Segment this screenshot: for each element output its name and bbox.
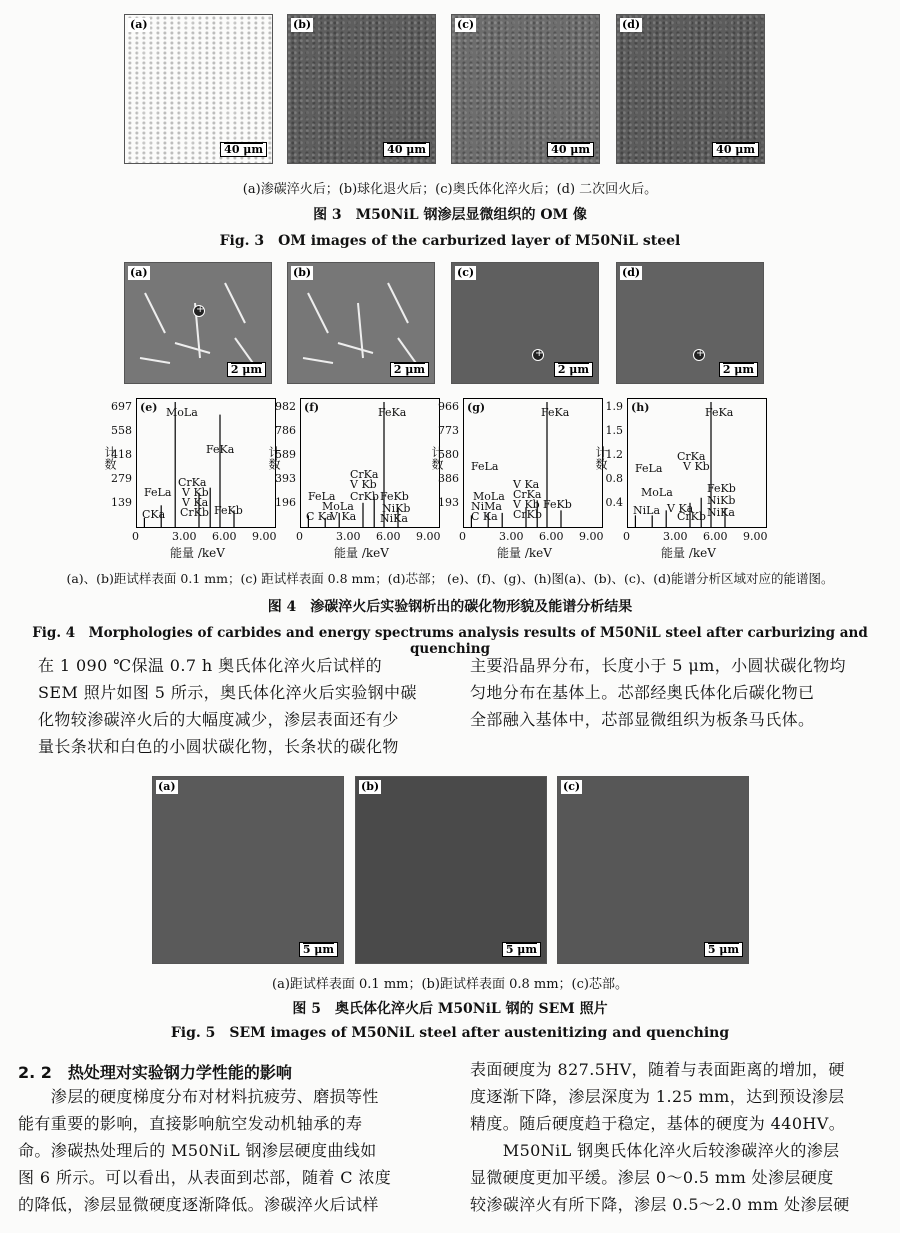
y-tick-label: 193 — [438, 496, 459, 509]
fig5-title-en: Fig. 5 SEM images of M50NiL steel after austenitizing and quenching — [170, 1025, 730, 1041]
x-tick-label: 9.00 — [743, 530, 768, 543]
y-tick-label: 139 — [111, 496, 132, 509]
y-tick-label: 196 — [275, 496, 296, 509]
fig3-panel-a — [124, 14, 273, 164]
peak-label: CrKa — [677, 450, 706, 463]
section-left-column — [18, 1083, 448, 1218]
panel-tag: (a) — [158, 780, 176, 793]
y-tick-label: 773 — [438, 424, 459, 437]
fig3-title-cn: 图 3 M50NiL 钢渗层显微组织的 OM 像 — [313, 207, 587, 223]
spectrum-plot — [300, 398, 440, 528]
peak-label: MoLa — [641, 486, 673, 499]
fig5-panel-b — [355, 776, 547, 964]
peak-label: NiLa — [633, 504, 661, 517]
spectrum-tag: (h) — [631, 401, 650, 414]
scale-bar: 40 μm — [712, 142, 759, 157]
y-tick-label: 386 — [438, 472, 459, 485]
spectrum-g — [430, 398, 604, 560]
text-line: 化物较渗碳淬火后的大幅度减少，渗层表面还有少 — [38, 710, 399, 729]
x-axis-label: 能量 /keV — [497, 546, 552, 560]
peak-label: CrKa — [350, 468, 379, 481]
scale-bar: 2 μm — [554, 362, 593, 377]
text-line: 较渗碳淬火有所下降，渗层 0.5～2.0 mm 处渗层硬 — [470, 1195, 850, 1214]
text-line: 主要沿晶界分布，长度小于 5 μm，小圆状碳化物均 — [470, 656, 846, 675]
y-tick-label: 1.9 — [605, 400, 623, 413]
scale-bar: 40 μm — [383, 142, 430, 157]
x-tick-label: 3.00 — [336, 530, 361, 543]
peak-label: FeKa — [378, 406, 407, 419]
peak-label: CrKb — [350, 490, 379, 503]
peak-label: FeLa — [471, 460, 499, 473]
panel-tag: (b) — [293, 266, 312, 279]
peak-label: V Kb — [683, 460, 710, 473]
x-tick-label: 9.00 — [416, 530, 441, 543]
peak-label: FeKb — [380, 490, 409, 503]
peak-label: NiKb — [707, 494, 736, 507]
x-axis-label: 能量 /keV — [661, 546, 716, 560]
peak-label: MoLa — [322, 500, 354, 513]
peak-label: CrKa — [178, 476, 207, 489]
peak-label: CrKb — [513, 508, 542, 521]
peak-label: FeKb — [707, 482, 736, 495]
x-tick-label: 6.00 — [376, 530, 401, 543]
y-tick-label: 697 — [111, 400, 132, 413]
peak-label: V Kb — [182, 486, 209, 499]
y-tick-label: 558 — [111, 424, 132, 437]
x-tick-label: 3.00 — [172, 530, 197, 543]
y-tick-label: 0.4 — [605, 496, 623, 509]
peak-label: V Kb — [513, 498, 540, 511]
panel-tag: (d) — [622, 266, 641, 279]
peak-label: V Ka — [182, 496, 209, 509]
fig4-title-cn: 图 4 渗碳淬火后实验钢析出的碳化物形貌及能谱分析结果 — [267, 599, 633, 615]
scale-bar: 5 μm — [502, 942, 541, 957]
x-tick-label: 3.00 — [663, 530, 688, 543]
y-axis-label: 计数 — [103, 446, 117, 470]
x-tick-label: 6.00 — [212, 530, 237, 543]
peak-label: FeKa — [705, 406, 734, 419]
scale-bar: 2 μm — [719, 362, 758, 377]
scale-bar: 2 μm — [227, 362, 266, 377]
spectrum-tag: (f) — [304, 401, 320, 414]
fig3-title-en: Fig. 3 OM images of the carburized layer of M50NiL steel — [219, 233, 681, 249]
text-line: 的降低，渗层显微硬度逐渐降低。渗碳淬火后试样 — [18, 1195, 379, 1214]
panel-tag: (b) — [293, 18, 312, 31]
peak-label: V Ka — [513, 478, 540, 491]
y-tick-label: 418 — [111, 448, 132, 461]
text-line: 匀地分布在基体上。芯部经奥氏体化后碳化物已 — [470, 683, 815, 702]
panel-tag: (c) — [457, 266, 475, 279]
spectrum-h — [594, 398, 768, 560]
text-line: 精度。随后硬度趋于稳定，基体的硬度为 440HV。 — [470, 1114, 846, 1133]
peak-label: FeLa — [308, 490, 336, 503]
peak-label: FeLa — [635, 462, 663, 475]
peak-label: V Ka — [330, 510, 357, 523]
y-tick-label: 0.8 — [605, 472, 623, 485]
fig3-panel-d — [616, 14, 765, 164]
peak-label: MoLa — [166, 406, 198, 419]
fig4-subcaption: (a)、(b)距试样表面 0.1 mm；(c) 距试样表面 0.8 mm；(d)芯部； (e)、(f)、(g)、(h)图(a)、(b)、(c)、(d)能谱分析区域对应的能谱图。 — [66, 571, 834, 586]
fig4-panel-c — [451, 262, 599, 384]
panel-tag: (c) — [457, 18, 475, 31]
y-axis-label: 计数 — [594, 446, 608, 470]
peak-label: NiKa — [707, 506, 735, 519]
y-axis-label: 计数 — [267, 446, 281, 470]
fig5-panel-a — [152, 776, 344, 964]
text-line: 在 1 090 ℃保温 0.7 h 奥氏体化淬火后试样的 — [38, 656, 383, 675]
peak-label: V Ka — [667, 502, 694, 515]
panel-tag: (b) — [361, 780, 380, 793]
x-axis-label: 能量 /keV — [334, 546, 389, 560]
x-tick-label: 0 — [296, 530, 303, 543]
analysis-point-marker — [193, 305, 205, 317]
y-tick-label: 1.5 — [605, 424, 623, 437]
text-line: 度逐渐下降，渗层深度为 1.25 mm，达到预设渗层 — [470, 1087, 845, 1106]
text-line: 全部融入基体中，芯部显微组织为板条马氏体。 — [470, 710, 815, 729]
peak-label: NiKa — [380, 512, 408, 525]
x-tick-label: 0 — [459, 530, 466, 543]
scale-bar: 5 μm — [704, 942, 743, 957]
fig4-panel-d — [616, 262, 764, 384]
scale-bar: 5 μm — [299, 942, 338, 957]
text-line: 图 6 所示。可以看出，从表面到芯部，随着 C 浓度 — [18, 1168, 392, 1187]
text-line: 命。渗碳热处理后的 M50NiL 钢渗层硬度曲线如 — [18, 1141, 377, 1160]
fig3-panel-c — [451, 14, 600, 164]
fig4-title-en: Fig. 4 Morphologies of carbides and energy spectrums analysis results of M50NiL steel after carburizing and quenching — [32, 625, 868, 657]
y-tick-label: 279 — [111, 472, 132, 485]
peak-label: CrKb — [180, 506, 209, 519]
x-tick-label: 9.00 — [252, 530, 277, 543]
panel-tag: (d) — [622, 18, 641, 31]
peak-label: V Kb — [350, 478, 377, 491]
spectrum-e — [103, 398, 277, 560]
peak-label: FeKa — [206, 443, 235, 456]
peak-label: CrKb — [677, 510, 706, 523]
y-tick-label: 982 — [275, 400, 296, 413]
y-tick-label: 393 — [275, 472, 296, 485]
y-tick-label: 966 — [438, 400, 459, 413]
panel-tag: (a) — [130, 18, 148, 31]
text-line: 显微硬度更加平缓。渗层 0～0.5 mm 处渗层硬度 — [470, 1168, 834, 1187]
text-line: M50NiL 钢奥氏体化淬火后较渗碳淬火的渗层 — [470, 1141, 840, 1160]
peak-label: FeKa — [541, 406, 570, 419]
analysis-point-marker — [693, 349, 705, 361]
text-line: 能有重要的影响，直接影响航空发动机轴承的寿 — [18, 1114, 363, 1133]
peak-label: NiKb — [382, 502, 411, 515]
x-tick-label: 0 — [623, 530, 630, 543]
peak-label: C Ka — [471, 510, 498, 523]
y-tick-label: 580 — [438, 448, 459, 461]
fig5-subcaption: (a)距试样表面 0.1 mm；(b)距试样表面 0.8 mm；(c)芯部。 — [272, 977, 628, 992]
scale-bar: 40 μm — [547, 142, 594, 157]
peak-label: CrKa — [513, 488, 542, 501]
y-tick-label: 1.2 — [605, 448, 623, 461]
panel-tag: (a) — [130, 266, 148, 279]
scale-bar: 2 μm — [390, 362, 429, 377]
spectrum-f — [267, 398, 441, 560]
x-axis-label: 能量 /keV — [170, 546, 225, 560]
scale-bar: 40 μm — [220, 142, 267, 157]
peak-label: MoLa — [473, 490, 505, 503]
text-line: SEM 照片如图 5 所示，奥氏体化淬火后实验钢中碳 — [38, 683, 417, 702]
spectrum-tag: (e) — [140, 401, 158, 414]
y-tick-label: 589 — [275, 448, 296, 461]
fig3-subcaption: (a)渗碳淬火后；(b)球化退火后；(c)奥氏体化淬火后；(d) 二次回火后。 — [242, 182, 658, 197]
x-tick-label: 6.00 — [539, 530, 564, 543]
x-tick-label: 3.00 — [499, 530, 524, 543]
peak-label: CKa — [142, 508, 166, 521]
peak-label: NiMa — [471, 500, 502, 513]
peak-label: FeLa — [144, 486, 172, 499]
text-line: 渗层的硬度梯度分布对材料抗疲劳、磨损等性 — [18, 1087, 379, 1106]
fig4-panel-a — [124, 262, 272, 384]
y-axis-label: 计数 — [430, 446, 444, 470]
paragraph-left — [38, 652, 448, 760]
x-tick-label: 6.00 — [703, 530, 728, 543]
text-line: 量长条状和白色的小圆状碳化物，长条状的碳化物 — [38, 737, 399, 756]
spectrum-tag: (g) — [467, 401, 486, 414]
fig5-title-cn: 图 5 奥氏体化淬火后 M50NiL 钢的 SEM 照片 — [292, 1001, 608, 1017]
fig3-panel-b — [287, 14, 436, 164]
section-heading: 2. 2 热处理对实验钢力学性能的影响 — [18, 1063, 292, 1082]
x-tick-label: 0 — [132, 530, 139, 543]
y-tick-label: 786 — [275, 424, 296, 437]
panel-tag: (c) — [563, 780, 581, 793]
x-tick-label: 9.00 — [579, 530, 604, 543]
paragraph-right — [470, 652, 890, 733]
fig5-panel-c — [557, 776, 749, 964]
peak-label: FeKb — [543, 498, 572, 511]
text-line: 表面硬度为 827.5HV，随着与表面距离的增加，硬 — [470, 1060, 845, 1079]
peak-label: C Ka — [306, 510, 333, 523]
peak-label: FeKb — [214, 504, 243, 517]
fig4-panel-b — [287, 262, 435, 384]
analysis-point-marker — [532, 349, 544, 361]
section-right-column — [470, 1056, 895, 1218]
